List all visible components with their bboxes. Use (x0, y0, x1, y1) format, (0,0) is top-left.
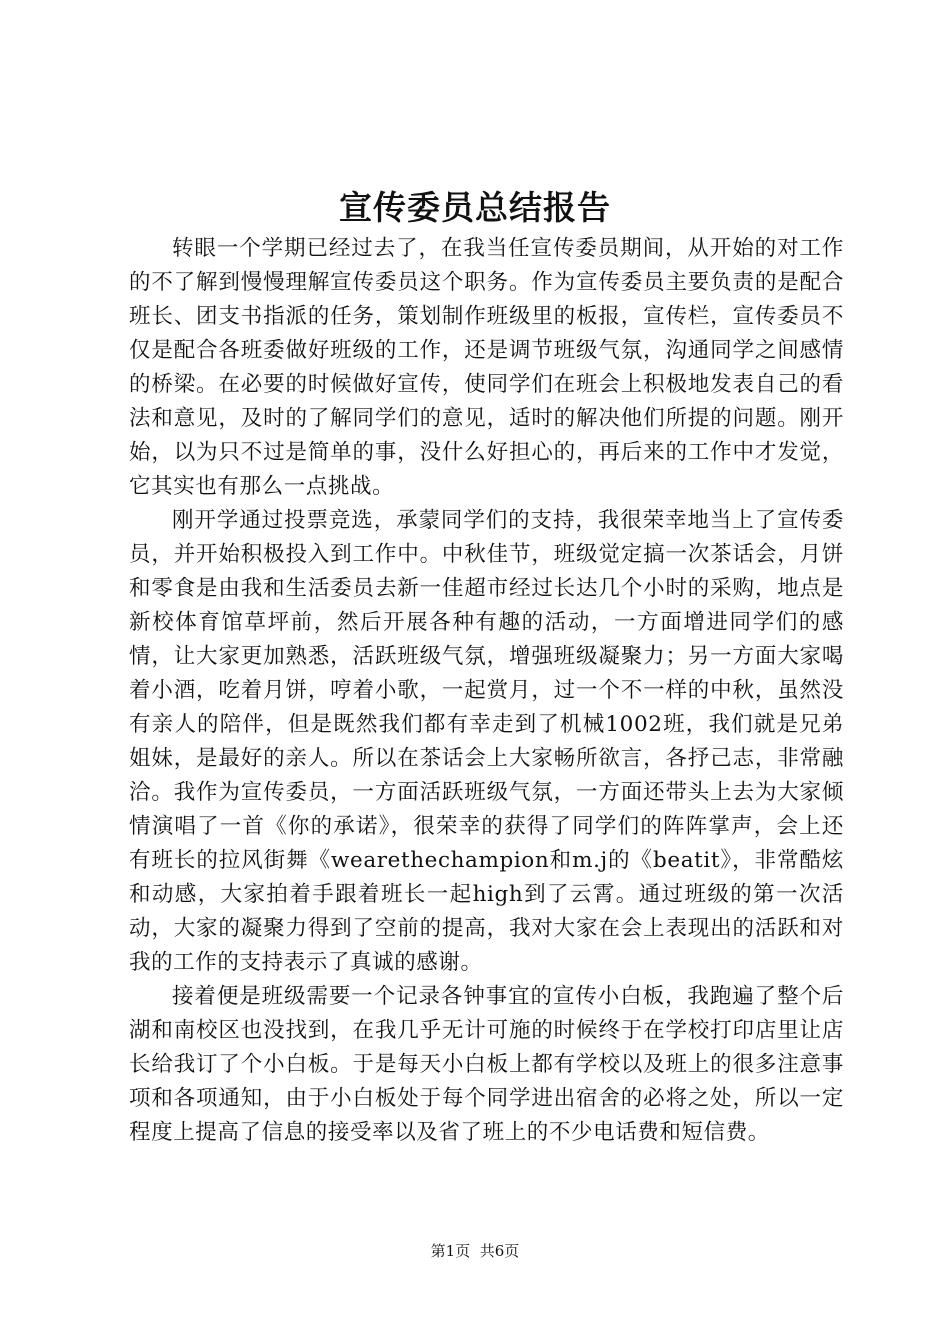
document-body (129, 232, 844, 1150)
paragraph-3: 接着便是班级需要一个记录各钟事宜的宣传小白板，我跑遍了整个后湖和南校区也没找到，在我几乎无计可施的时候终于在学校打印店里让店长给我订了个小白板。于是每天小白板上都有学校以及班上的很多注意事项和各项通知，由于小白板处于每个同学进出宿舍的必将之处，所以一定程度上提高了信息的接受率以及省了班上的不少电话费和短信费。 (129, 984, 844, 1145)
paragraph-1: 转眼一个学期已经过去了，在我当任宣传委员期间，从开始的对工作的不了解到慢慢理解宣传委员这个职务。作为宣传委员主要负责的是配合班长、团支书指派的任务，策划制作班级里的板报，宣传栏，宣传委员不仅是配合各班委做好班级的工作，还是调节班级气氛，沟通同学之间感情的桥梁。在必要的时候做好宣传，使同学们在班会上积极地发表自己的看法和意见，及时的了解同学们的意见，适时的解决他们所提的问题。刚开始，以为只不过是简单的事，没什么好担心的，再后来的工作中才发觉，它其实也有那么一点挑战。 (129, 236, 844, 499)
page-number: 第1页 (430, 1242, 471, 1260)
document-title: 宣传委员总结报告 (339, 188, 611, 227)
paragraph-2: 刚开学通过投票竞选，承蒙同学们的支持，我很荣幸地当上了宣传委员，并开始积极投入到工作中。中秋佳节，班级觉定搞一次茶话会，月饼和零食是由我和生活委员去新一佳超市经过长达几个小时的采购，地点是新校体育馆草坪前，然后开展各种有趣的活动，一方面增进同学们的感情，让大家更加熟悉，活跃班级气氛，增强班级凝聚力；另一方面大家喝着小酒，吃着月饼，哼着小歌，一起赏月，过一个不一样的中秋，虽然没有亲人的陪伴，但是既然我们都有幸走到了机械1002班，我们就是兄弟姐妹，是最好的亲人。所以在茶话会上大家畅所欲言，各抒己志，非常融洽。我作为宣传委员，一方面活跃班级气氛，一方面还带头上去为大家倾情演唱了一首《你的承诺》，很荣幸的获得了同学们的阵阵掌声，会上还有班长的拉风街舞《wearethechampion和m.j的《beatit》，非常酷炫和动感，大家拍着手跟着班长一起high到了云霄。通过班级的第一次活动，大家的凝聚力得到了空前的提高，我对大家在会上表现出的活跃和对我的工作的支持表示了真诚的感谢。 (129, 508, 844, 975)
page-total: 共6页 (479, 1242, 520, 1260)
page-footer (0, 1240, 950, 1262)
